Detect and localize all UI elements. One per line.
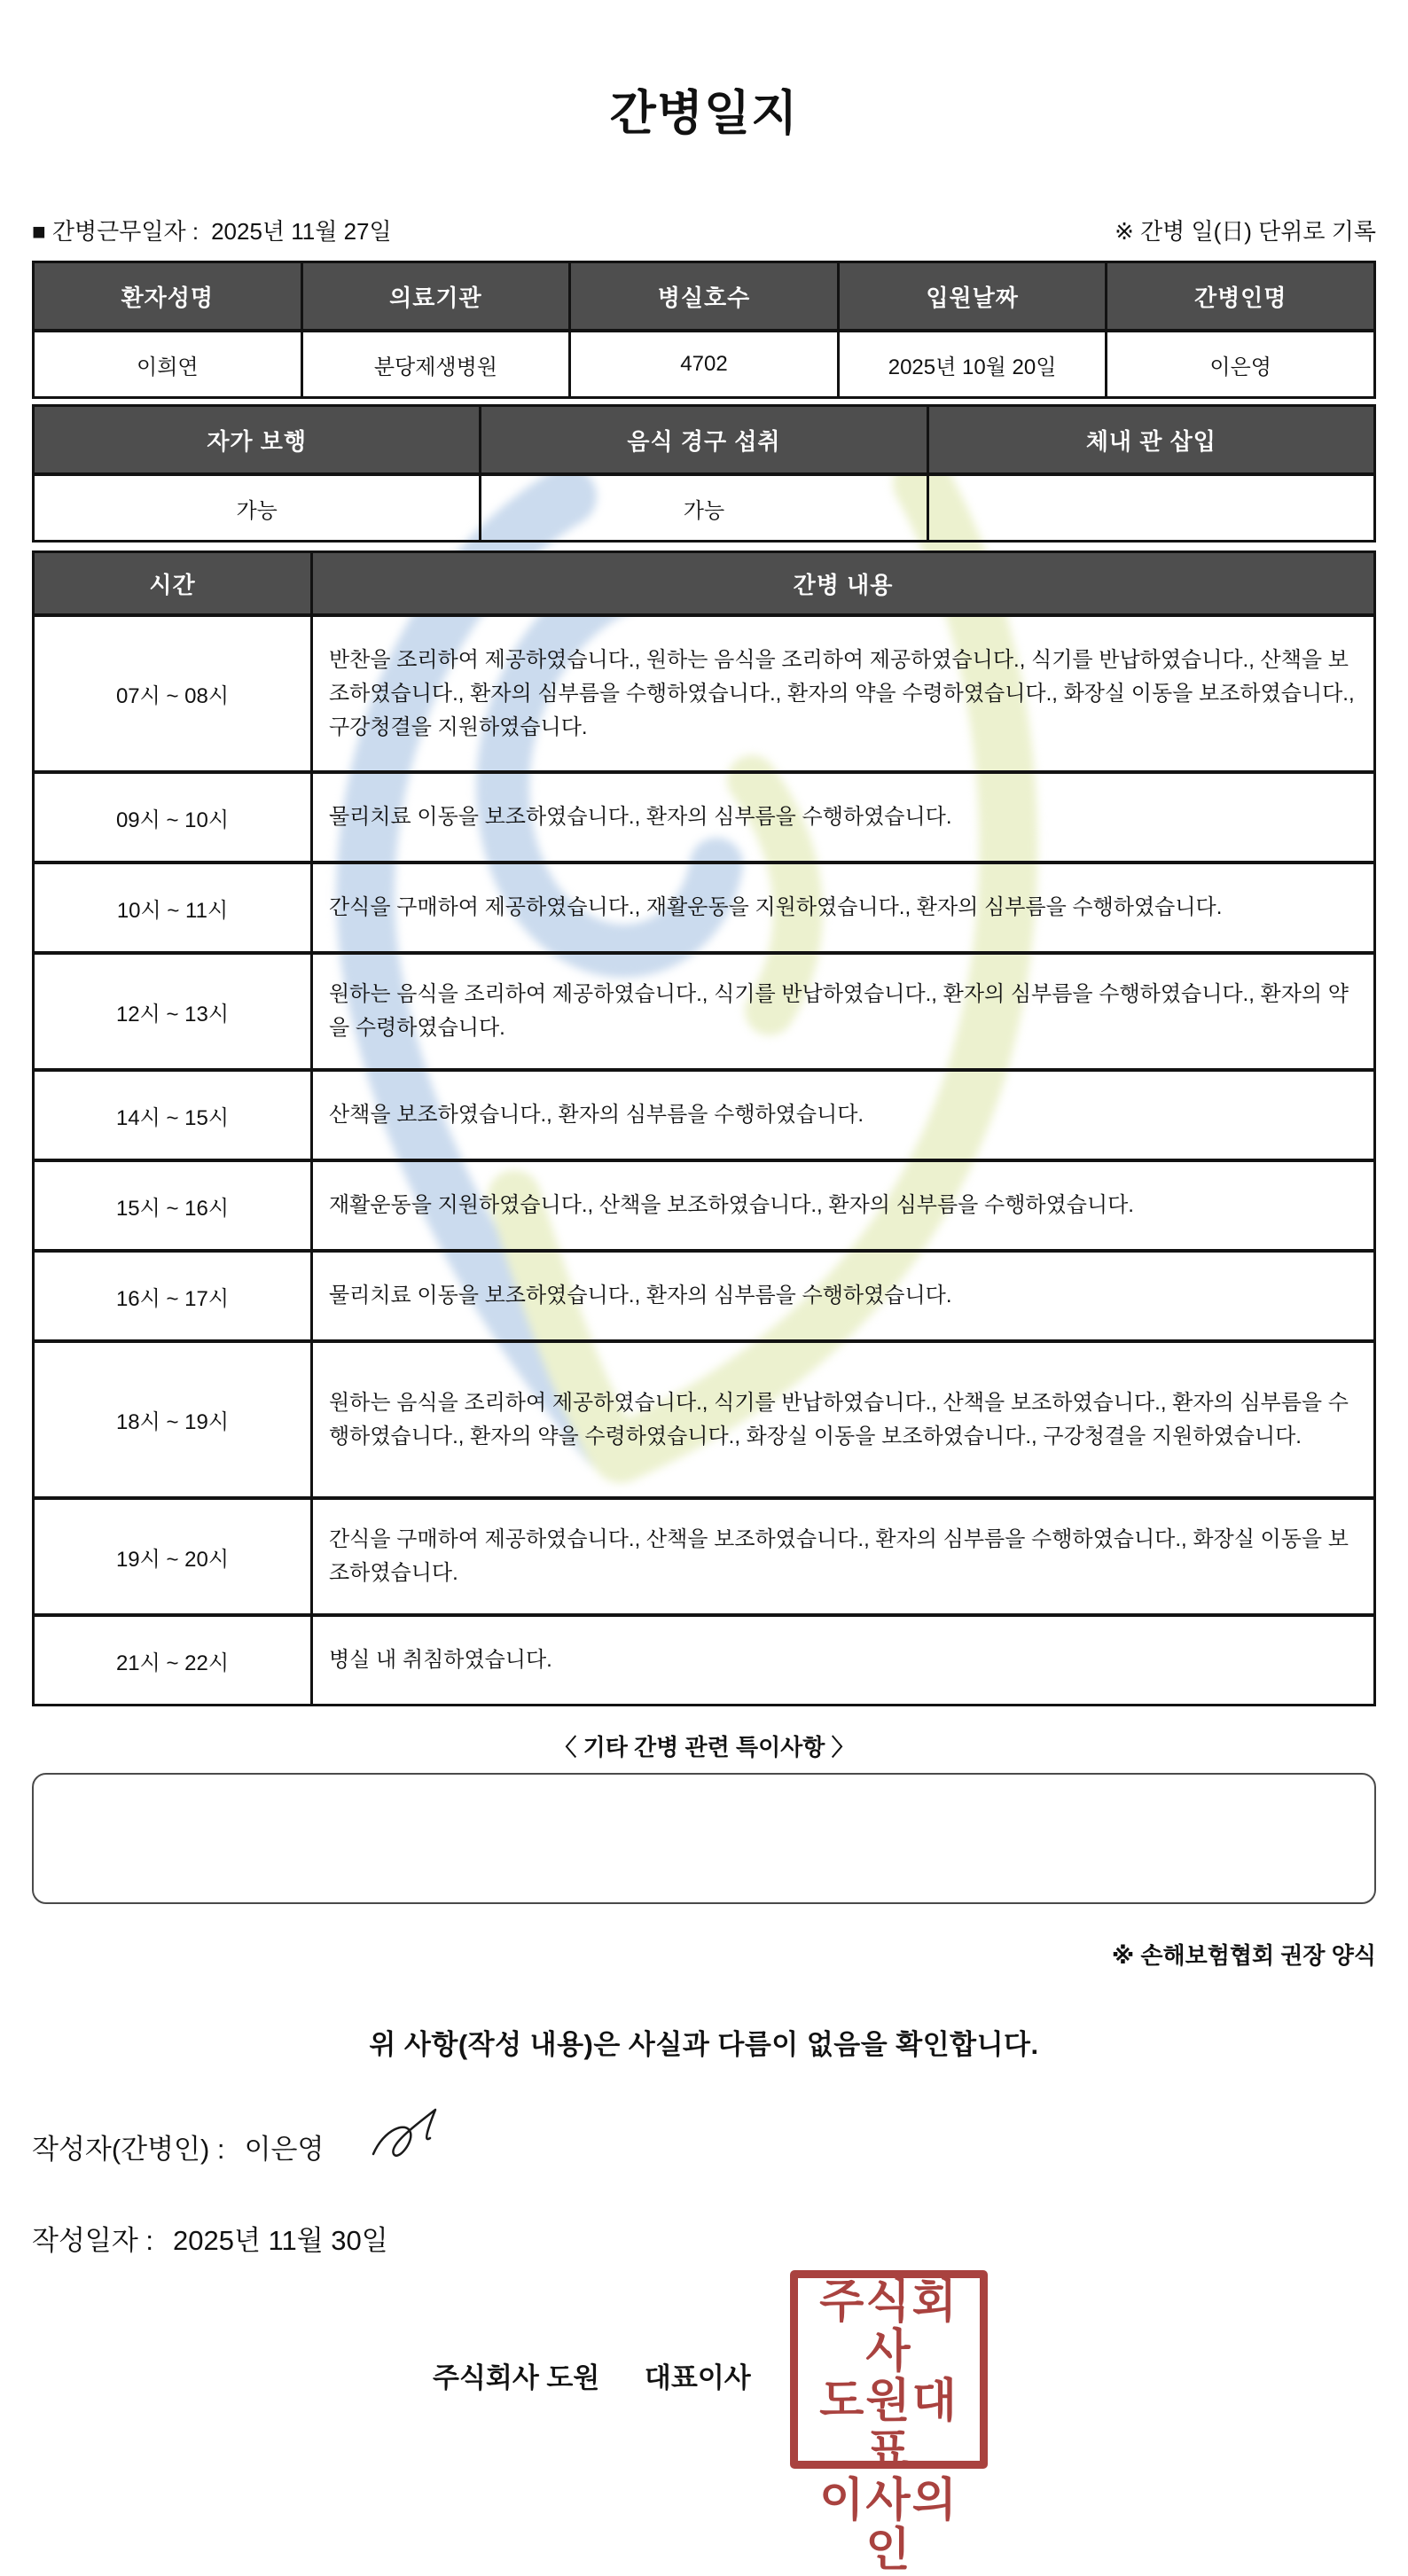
meta-row (32, 218, 1376, 245)
care-log-row (34, 1070, 1375, 1160)
care-time: 19시 ~ 20시 (34, 1498, 312, 1615)
care-log-row (34, 1251, 1375, 1341)
care-log-row (34, 1160, 1375, 1251)
self-walking-value: 가능 (34, 474, 481, 542)
col-header-medical-institution: 의료기관 (301, 262, 570, 332)
col-header-internal-tube: 체내 관 삽입 (927, 406, 1374, 475)
care-content: 원하는 음식을 조리하여 제공하였습니다., 식기를 반납하였습니다., 산책을 보조하였습니다., 환자의 심부름을 수행하였습니다., 환자의 약을 수령하였습니다., 화장실 이동을 보조하였습니다., 구강청결을 지원하였습니다. (312, 1341, 1375, 1498)
care-time: 18시 ~ 19시 (34, 1341, 312, 1498)
writer-label: 작성자(간병인) : (32, 2133, 225, 2165)
company-role: 대표이사 (644, 2362, 751, 2393)
unit-note: ※ 간병 일(日) 단위로 기록 (1115, 218, 1376, 245)
col-header-time: 시간 (34, 552, 312, 616)
special-notes-title: 〈 기타 간병 관련 특이사항 〉 (553, 1734, 855, 1760)
care-log-row (34, 863, 1375, 953)
written-date-line (32, 2218, 1376, 2258)
confirmation-statement: 위 사항(작성 내용)은 사실과 다름이 없음을 확인합니다. (369, 2029, 1039, 2060)
care-time: 12시 ~ 13시 (34, 953, 312, 1070)
company-signature-block (32, 2270, 1376, 2576)
handwritten-signature (366, 2103, 481, 2174)
care-time: 10시 ~ 11시 (34, 863, 312, 953)
col-header-self-walking: 자가 보행 (34, 406, 481, 475)
internal-tube-value (927, 474, 1374, 542)
written-date-value: 2025년 11월 30일 (173, 2225, 388, 2256)
care-content: 산책을 보조하였습니다., 환자의 심부름을 수행하였습니다. (312, 1070, 1375, 1160)
patient-header-row (34, 262, 1375, 332)
care-content: 반찬을 조리하여 제공하였습니다., 원하는 음식을 조리하여 제공하였습니다., 식기를 반납하였습니다., 산책을 보조하였습니다., 환자의 심부름을 수행하였습니다., 환자의 약을 수령하였습니다., 화장실 이동을 보조하였습니다., 구강청결을 지원하였습니다. (312, 615, 1375, 772)
written-date-label: 작성일자 : (32, 2225, 154, 2256)
care-time: 07시 ~ 08시 (34, 615, 312, 772)
patient-info-table (32, 261, 1376, 399)
care-log-row (34, 953, 1375, 1070)
care-log-row (34, 1341, 1375, 1498)
condition-header-row (34, 406, 1375, 475)
work-date (32, 218, 392, 245)
col-header-oral-intake: 음식 경구 섭취 (481, 406, 927, 475)
company-name: 주식회사 도원 (433, 2362, 600, 2393)
room-number-value: 4702 (570, 331, 839, 398)
company-line (433, 2355, 751, 2395)
col-header-care-content: 간병 내용 (312, 552, 1375, 616)
care-log-header-row (34, 552, 1375, 616)
care-time: 16시 ~ 17시 (34, 1251, 312, 1341)
care-content: 병실 내 취침하였습니다. (312, 1615, 1375, 1706)
care-content: 원하는 음식을 조리하여 제공하였습니다., 식기를 반납하였습니다., 환자의 심부름을 수행하였습니다., 환자의 약을 수령하였습니다. (312, 953, 1375, 1070)
writer-line (32, 2119, 1376, 2174)
care-time: 14시 ~ 15시 (34, 1070, 312, 1160)
care-log-row (34, 1615, 1375, 1706)
care-log-row (34, 772, 1375, 863)
care-log-row (34, 1498, 1375, 1615)
col-header-caregiver-name: 간병인명 (1107, 262, 1375, 332)
caregiver-name-value: 이은영 (1107, 331, 1375, 398)
stamp-line: 이사의인 (819, 2476, 958, 2576)
recommended-form-note: ※ 손해보험협회 권장 양식 (1111, 1942, 1376, 1969)
patient-value-row (34, 331, 1375, 398)
patient-condition-table (32, 404, 1376, 543)
medical-institution-value: 분당제생병원 (301, 331, 570, 398)
work-date-label: ■ 간병근무일자 : (32, 218, 199, 245)
col-header-patient-name: 환자성명 (34, 262, 302, 332)
care-content: 물리치료 이동을 보조하였습니다., 환자의 심부름을 수행하였습니다. (312, 772, 1375, 863)
stamp-line: 도원대표 (819, 2377, 958, 2477)
care-content: 간식을 구매하여 제공하였습니다., 산책을 보조하였습니다., 환자의 심부름을 수행하였습니다., 화장실 이동을 보조하였습니다. (312, 1498, 1375, 1615)
patient-name-value: 이희연 (34, 331, 302, 398)
condition-value-row (34, 474, 1375, 542)
care-content: 물리치료 이동을 보조하였습니다., 환자의 심부름을 수행하였습니다. (312, 1251, 1375, 1341)
writer-name: 이은영 (244, 2133, 325, 2165)
care-time: 21시 ~ 22시 (34, 1615, 312, 1706)
care-log-table (32, 550, 1376, 1706)
care-content: 재활운동을 지원하였습니다., 산책을 보조하였습니다., 환자의 심부름을 수행하였습니다. (312, 1160, 1375, 1251)
page-title: 간병일지 (609, 87, 799, 140)
corporate-seal-stamp (790, 2270, 988, 2576)
admission-date-value: 2025년 10월 20일 (838, 331, 1107, 398)
care-time: 09시 ~ 10시 (34, 772, 312, 863)
oral-intake-value: 가능 (481, 474, 927, 542)
work-date-value: 2025년 11월 27일 (211, 218, 392, 245)
special-notes-box (32, 1773, 1376, 1904)
col-header-admission-date: 입원날짜 (838, 262, 1107, 332)
care-time: 15시 ~ 16시 (34, 1160, 312, 1251)
stamp-line: 주식회사 (819, 2277, 958, 2377)
care-content: 간식을 구매하여 제공하였습니다., 재활운동을 지원하였습니다., 환자의 심부름을 수행하였습니다. (312, 863, 1375, 953)
col-header-room-number: 병실호수 (570, 262, 839, 332)
care-log-row (34, 615, 1375, 772)
